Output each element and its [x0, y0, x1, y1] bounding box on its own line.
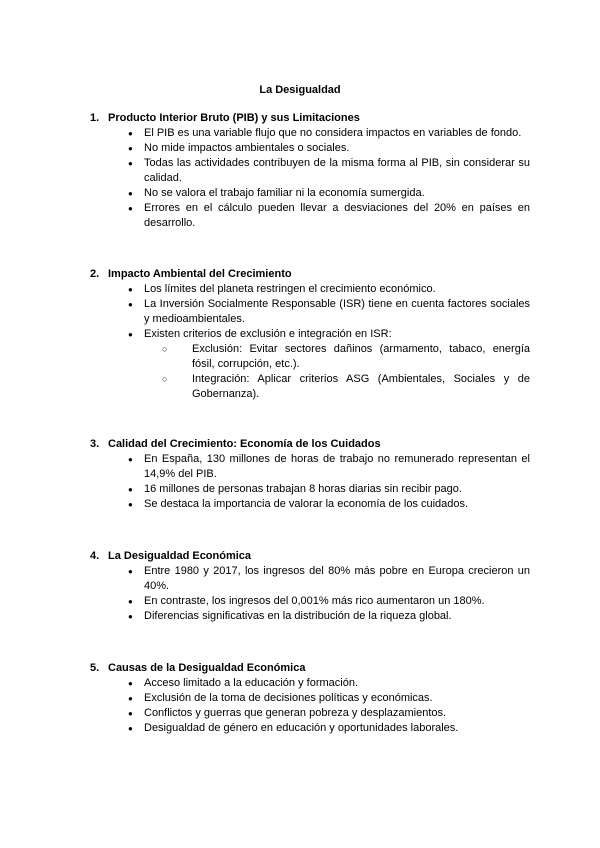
list-item: ● Diferencias significativas en la distribución de la riqueza global.: [90, 609, 530, 624]
list-item: ● Errores en el cálculo pueden llevar a desviaciones del 20% en países en desarrollo.: [90, 201, 530, 231]
sub-bullet-list: [144, 342, 530, 402]
section-number: 4.: [90, 550, 100, 562]
section-2: [90, 267, 530, 402]
section-5: [90, 661, 530, 736]
sub-list-item: ○ Integración: Aplicar criterios ASG (Ambientales, Sociales y de Gobernanza).: [144, 372, 530, 402]
list-item: ● En España, 130 millones de horas de trabajo no remunerado representan el 14,9% del PIB.: [90, 452, 530, 482]
list-item: ● No mide impactos ambientales o sociales.: [90, 141, 530, 156]
list-item: ● 16 millones de personas trabajan 8 horas diarias sin recibir pago.: [90, 482, 530, 497]
list-item: ● Se destaca la importancia de valorar la economía de los cuidados.: [90, 497, 530, 512]
list-item: ● Acceso limitado a la educación y formación.: [90, 676, 530, 691]
section-title: Impacto Ambiental del Crecimiento: [108, 268, 292, 280]
bullet-list: [90, 452, 530, 512]
bullet-list: [90, 126, 530, 231]
list-item: ● Desigualdad de género en educación y oportunidades laborales.: [90, 721, 530, 736]
list-item: ● Exclusión de la toma de decisiones políticas y económicas.: [90, 691, 530, 706]
section-title: Calidad del Crecimiento: Economía de los Cuidados: [108, 438, 381, 450]
list-item: ● Conflictos y guerras que generan pobreza y desplazamientos.: [90, 706, 530, 721]
list-item: ● Los límites del planeta restringen el crecimiento económico.: [90, 282, 530, 297]
section-number: 5.: [90, 662, 100, 674]
list-item: ● La Inversión Socialmente Responsable (ISR) tiene en cuenta factores sociales y medioambientales.: [90, 297, 530, 327]
section-1: [90, 111, 530, 231]
bullet-list: [90, 282, 530, 402]
list-item: ● En contraste, los ingresos del 0,001% más rico aumentaron un 180%.: [90, 594, 530, 609]
section-heading: [90, 267, 530, 282]
list-item: ● Entre 1980 y 2017, los ingresos del 80% más pobre en Europa crecieron un 40%.: [90, 564, 530, 594]
list-item: ● No se valora el trabajo familiar ni la economía sumergida.: [90, 186, 530, 201]
section-heading: [90, 437, 530, 452]
document-title: La Desigualdad: [259, 84, 341, 96]
list-item: ● Todas las actividades contribuyen de la misma forma al PIB, sin considerar su calidad.: [90, 156, 530, 186]
section-number: 2.: [90, 268, 100, 280]
section-title: Causas de la Desigualdad Económica: [108, 662, 306, 674]
section-number: 3.: [90, 438, 100, 450]
section-heading: [90, 111, 530, 126]
bullet-list: [90, 564, 530, 624]
section-heading: [90, 661, 530, 676]
section-4: [90, 549, 530, 624]
list-item: ● Existen criterios de exclusión e integración en ISR:: [90, 327, 530, 342]
sub-list-container: [90, 342, 530, 402]
section-title: La Desigualdad Económica: [108, 550, 252, 562]
section-number: 1.: [90, 112, 100, 124]
section-3: [90, 437, 530, 512]
section-heading: [90, 549, 530, 564]
bullet-list: [90, 676, 530, 736]
section-title: Producto Interior Bruto (PIB) y sus Limitaciones: [108, 112, 360, 124]
list-item: ● El PIB es una variable flujo que no considera impactos en variables de fondo.: [90, 126, 530, 141]
sub-list-item: ○ Exclusión: Evitar sectores dañinos (armamento, tabaco, energía fósil, corrupción, etc.).: [144, 342, 530, 372]
